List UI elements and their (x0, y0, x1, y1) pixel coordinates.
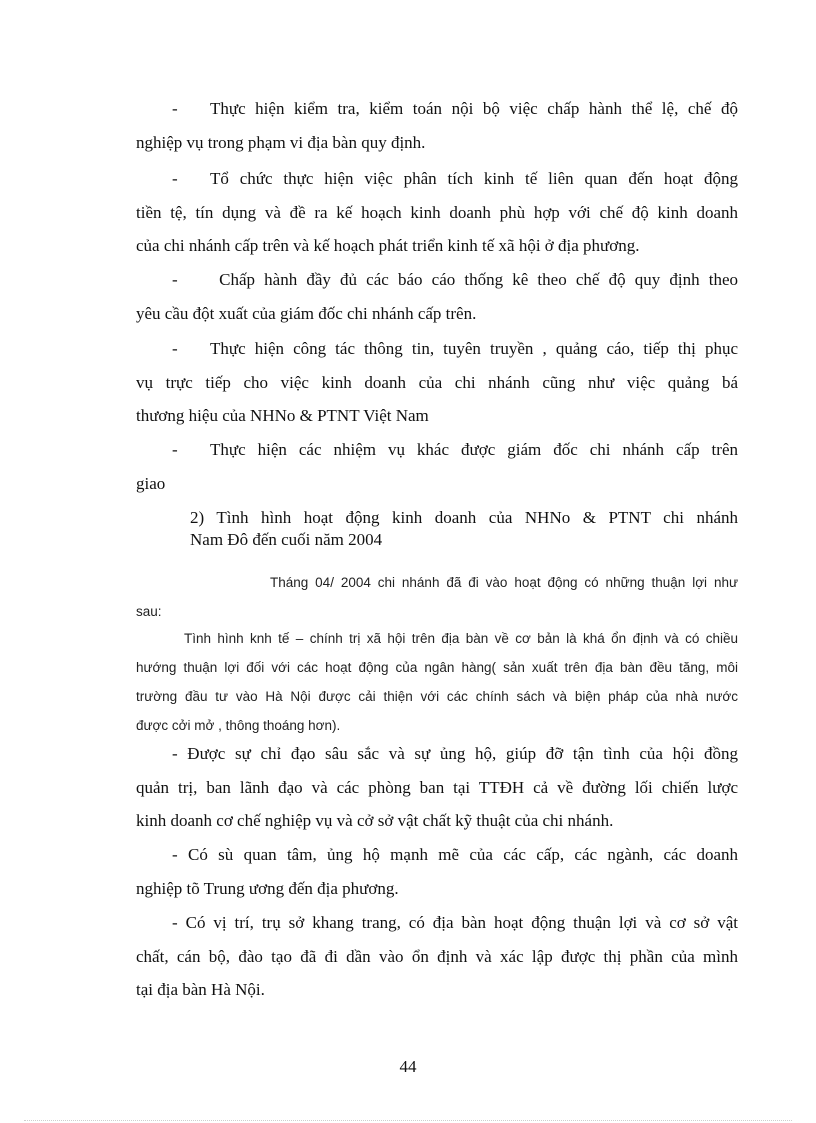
small-paragraph-line: trường đầu tư vào Hà Nội được cải thiện với các chính sách và biện pháp của nhà nước (136, 689, 738, 704)
bullet-continuation: vụ trực tiếp cho việc kinh doanh của chi nhánh cũng như việc quảng bá (136, 372, 738, 392)
bullet-marker: - (172, 270, 178, 289)
hyphen-paragraph (136, 838, 738, 905)
hyphen-paragraph-line: tại địa bàn Hà Nội. (136, 980, 265, 999)
page-number: 44 (399, 1057, 417, 1076)
small-paragraph-line: sau: (136, 604, 162, 619)
small-paragraph-line: Tháng 04/ 2004 chi nhánh đã đi vào hoạt động có những thuận lợi như (270, 575, 738, 590)
bullet-marker: - (172, 339, 178, 358)
small-paragraph (136, 624, 738, 740)
small-paragraph (136, 568, 738, 626)
bullet-continuation: giao (136, 473, 166, 493)
section-heading (190, 507, 738, 551)
hyphen-paragraph-line: - Được sự chỉ đạo sâu sắc và sự ủng hộ, giúp đỡ tận tình của hội đồng (172, 744, 738, 763)
bullet-marker: - (172, 169, 178, 188)
hyphen-paragraph-line: quản trị, ban lãnh đạo và các phòng ban tại TTĐH cả về đường lối chiến lược (136, 777, 738, 797)
hyphen-paragraph-line: - Có sù quan tâm, ủng hộ mạnh mẽ của các cấp, các ngành, các doanh (172, 845, 738, 864)
page-bottom-divider (24, 1120, 792, 1121)
hyphen-paragraph-line: - Có vị trí, trụ sở khang trang, có địa bàn hoạt động thuận lợi và cơ sở vật (172, 913, 738, 932)
small-paragraph-line: Tình hình knh tế – chính trị xã hội trên địa bàn về cơ bản là khá ổn định và có chiều (184, 631, 738, 646)
bullet-paragraph (136, 433, 738, 500)
bullet-first-line: - Chấp hành đầy đủ các báo cáo thống kê theo chế độ quy định theo (136, 263, 738, 297)
small-paragraph-line: được cởi mở , thông thoáng hơn). (136, 718, 341, 733)
bullet-first-line: - Thực hiện kiểm tra, kiểm toán nội bộ việc chấp hành thể lệ, chế độ (136, 92, 738, 126)
bullet-continuation: thương hiệu của NHNo & PTNT Việt Nam (136, 406, 429, 425)
hyphen-paragraph (136, 737, 738, 838)
hyphen-paragraph-line: nghiệp tõ Trung ương đến địa phương. (136, 878, 399, 898)
bullet-paragraph (136, 162, 738, 263)
bullet-first-line: - Tổ chức thực hiện việc phân tích kinh tế liên quan đến hoạt động (136, 162, 738, 196)
hyphen-paragraph-line: chất, cán bộ, đào tạo đã đi dần vào ổn định và xác lập được thị phần của mình (136, 946, 738, 966)
bullet-paragraph (136, 332, 738, 433)
bullet-continuation: nghiệp vụ trong phạm vi địa bàn quy định. (136, 132, 426, 152)
bullet-paragraph (136, 92, 738, 159)
bullet-continuation: của chi nhánh cấp trên và kế hoạch phát triển kinh tế xã hội ở địa phương. (136, 236, 640, 255)
hyphen-paragraph-line: kinh doanh cơ chế nghiệp vụ và cở sở vật chất kỹ thuật của chi nhánh. (136, 811, 614, 830)
bullet-marker: - (172, 440, 178, 459)
bullet-first-line: - Thực hiện công tác thông tin, tuyên truyền , quảng cáo, tiếp thị phục (136, 332, 738, 366)
small-paragraph-line: hướng thuận lợi đối với các hoạt động của ngân hàng( sản xuất trên địa bàn đều tăng, môi (136, 660, 738, 675)
bullet-continuation: yêu cầu đột xuất của giám đốc chi nhánh cấp trên. (136, 303, 477, 323)
bullet-first-line: - Thực hiện các nhiệm vụ khác được giám đốc chi nhánh cấp trên (136, 433, 738, 467)
bullet-continuation: tiền tệ, tín dụng và đề ra kế hoạch kinh doanh phù hợp với chế độ kinh doanh (136, 202, 738, 222)
section-heading-line: Nam Đô đến cuối năm 2004 (190, 530, 383, 549)
section-heading-line: 2) Tình hình hoạt động kinh doanh của NHNo & PTNT chi nhánh (190, 508, 738, 527)
bullet-paragraph (136, 263, 738, 330)
bullet-marker: - (172, 99, 178, 118)
hyphen-paragraph (136, 906, 738, 1007)
